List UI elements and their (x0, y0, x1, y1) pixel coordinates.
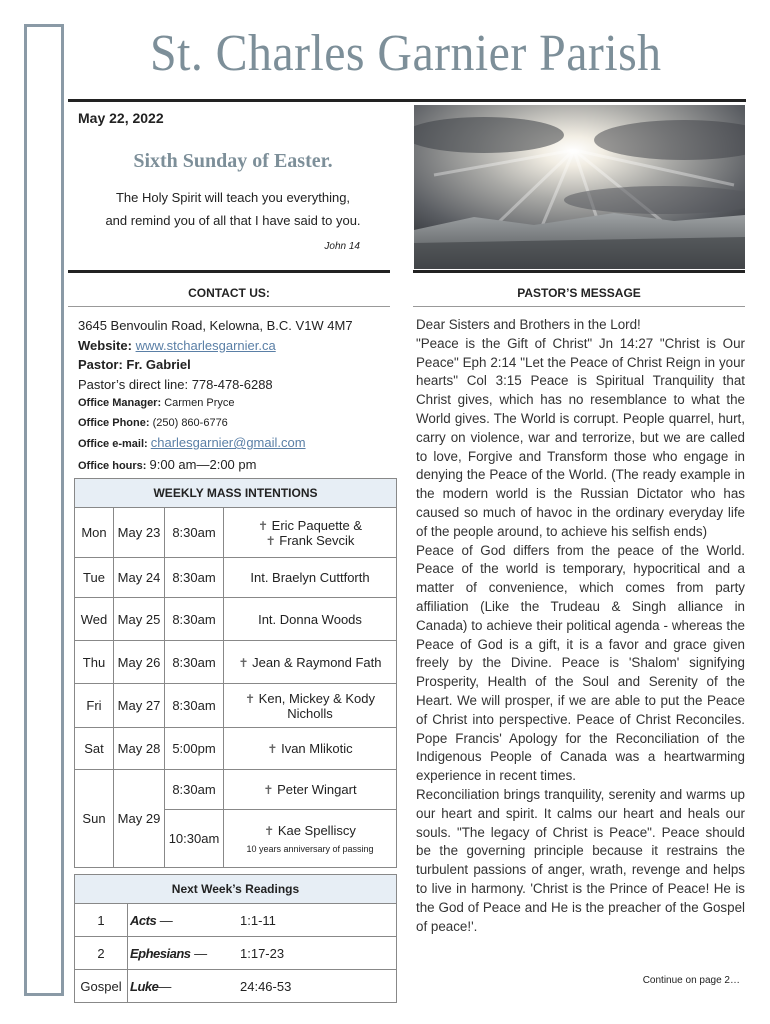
time-cell: 8:30am (165, 641, 224, 684)
reading-num: Gospel (75, 970, 128, 1003)
intention-text: Nicholls (287, 705, 333, 721)
reading-dash: — (156, 912, 173, 928)
day-cell: Fri (75, 684, 114, 728)
time-cell: 10:30am (165, 810, 224, 868)
intention-cell (224, 684, 397, 728)
cross-icon: ✝ (238, 655, 249, 670)
intention-cell: Int. Braelyn Cuttforth (224, 558, 397, 598)
website-label: Website: (78, 337, 132, 353)
day-cell: Wed (75, 598, 114, 641)
intention-cell (224, 508, 397, 558)
table-row (75, 970, 397, 1003)
intention-text: Peter Wingart (277, 782, 357, 797)
bulletin-date: May 22, 2022 (78, 110, 164, 126)
day-cell: Thu (75, 641, 114, 684)
hours-label: Office hours: (78, 459, 147, 472)
cross-icon: ✝ (264, 824, 275, 838)
table-row (75, 937, 397, 970)
time-cell: 8:30am (165, 684, 224, 728)
cross-icon: ✝ (267, 742, 278, 756)
cross-icon: ✝ (265, 533, 276, 548)
reading-num: 2 (75, 937, 128, 970)
day-cell: Sun (75, 770, 114, 868)
quote-line: The Holy Spirit will teach you everything, (115, 190, 351, 205)
section-rule (413, 270, 745, 273)
intention-cell: Int. Donna Woods (224, 598, 397, 641)
time-cell: 8:30am (165, 558, 224, 598)
phone-label: Office Phone: (78, 416, 150, 429)
intention-text: Kae Spelliscy (277, 823, 356, 838)
cross-icon: ✝ (263, 783, 274, 797)
divider (68, 306, 390, 307)
side-border (24, 24, 64, 996)
quote-citation: John 14 (324, 241, 360, 252)
continue-note: Continue on page 2… (642, 975, 740, 986)
table-row (75, 508, 397, 558)
quote-line: and remind you of all that I have said to you. (105, 213, 361, 228)
time-cell: 8:30am (165, 598, 224, 641)
direct-line: 778-478-6288 (191, 376, 273, 392)
table-row (75, 641, 397, 684)
day-cell: Sat (75, 728, 114, 770)
email-label: Office e-mail: (78, 438, 148, 450)
contact-heading: CONTACT US: (188, 286, 270, 300)
message-paragraph: Reconciliation brings tranquility, serenity and warms up our heart and spirit. It calms our heart and heals our souls. "The legacy of Christ is Peace". Peace should be the governing principle because it restrains the turbulent passions of anger, wrath, revenge and helps to live in harmony. 'Christ is the Prince of Peace! He is the God of Peace and He is the preacher of the Gospel of peace!'. (416, 786, 745, 934)
table-row (75, 904, 397, 937)
contact-info (78, 316, 398, 476)
readings-table (74, 874, 397, 1003)
date-cell: May 26 (114, 641, 165, 684)
reading-dash: — (158, 978, 172, 994)
header-rule (68, 99, 746, 102)
reading-book-cell (128, 904, 241, 937)
reading-book: Ephesians (130, 945, 191, 961)
time-cell: 5:00pm (165, 728, 224, 770)
scripture-quote (68, 186, 398, 232)
reading-dash: — (190, 945, 208, 961)
direct-line-label: Pastor’s direct line: (78, 376, 189, 392)
date-cell: May 28 (114, 728, 165, 770)
reading-ref: 24:46-53 (240, 970, 397, 1003)
intention-cell (224, 770, 397, 810)
reading-ref: 1:17-23 (240, 937, 397, 970)
sunday-title: Sixth Sunday of Easter. (133, 150, 333, 172)
office-hours: 9:00 am—2:00 pm (149, 456, 257, 472)
intention-text: Eric Paquette & (271, 517, 362, 533)
day-cell: Tue (75, 558, 114, 598)
sky-photo (414, 105, 745, 269)
reading-book: Acts (130, 912, 157, 928)
intention-text: Ivan Mlikotic (281, 741, 353, 756)
intention-text: Jean & Raymond Fath (252, 654, 382, 670)
table-heading: Next Week’s Readings (75, 875, 397, 904)
reading-num: 1 (75, 904, 128, 937)
pastor-message (416, 316, 745, 936)
manager-name: Carmen Pryce (164, 397, 235, 409)
cross-icon: ✝ (244, 691, 256, 706)
table-row (75, 558, 397, 598)
intention-text: Ken, Mickey & Kody (258, 690, 375, 706)
reading-ref: 1:1-11 (240, 904, 397, 937)
reading-book-cell (128, 937, 241, 970)
date-cell: May 25 (114, 598, 165, 641)
email-link[interactable]: charlesgarnier@gmail.com (150, 435, 306, 450)
intention-cell (224, 641, 397, 684)
date-cell: May 24 (114, 558, 165, 598)
date-cell: May 29 (114, 770, 165, 868)
pastor-name: Fr. Gabriel (126, 357, 191, 372)
divider (413, 306, 745, 307)
page-title: St. Charles Garnier Parish (150, 25, 662, 82)
cross-icon: ✝ (257, 518, 269, 533)
table-row (75, 684, 397, 728)
table-row (75, 598, 397, 641)
manager-label: Office Manager: (78, 397, 162, 409)
day-cell: Mon (75, 508, 114, 558)
reading-book: Luke (130, 978, 159, 994)
section-rule (68, 270, 390, 273)
intention-text: Frank Sevcik (279, 532, 355, 548)
intention-cell (224, 810, 397, 868)
intention-note: 10 years anniversary of passing (246, 844, 374, 854)
pastor-label: Pastor: (78, 357, 123, 372)
table-heading: WEEKLY MASS INTENTIONS (75, 479, 397, 508)
time-cell: 8:30am (165, 770, 224, 810)
message-paragraph: "Peace is the Gift of Christ" Jn 14:27 "Christ is Our Peace" Eph 2:14 "Let the Peace of Christ Reign in your hearts" Col 3:15 Peace is Spiritual Tranquility that Christ gives, which has no resemblance to what the World gives. The World is corrupt. People quarrel, hurt, carry on violence, war and terrorize, but we are called to love, Forgive and Transform those who engage in denying the Peace of the World. (The ready example in the modern world is the Russian Dictator who has caused so much of havoc in the ordinary everyday life of the people around, to achieve his selfish ends) (416, 335, 745, 539)
table-row (75, 770, 397, 810)
pastor-heading: PASTOR’S MESSAGE (517, 286, 641, 300)
time-cell: 8:30am (165, 508, 224, 558)
date-cell: May 27 (114, 684, 165, 728)
message-paragraph: Peace of God differs from the peace of the World. Peace of the world is temporary, hypocritical and a matter of convenience, which comes from party affiliation (Like the Trudeau & Singh alliance in Canada) to achieve their political agenda - whereas the Peace of God is a gift, it is a favor and grace given freely by the Divine. Peace is 'Shalom' signifying Prosperity, Health of the Soul and Serenity of the Heart. We will prosper, if we are able to put the Peace of Christ into perspective. Peace of Christ Reconciles. Pope Francis' Apology for the Reconciliation of the Indigenous People of Canada was a heartwarming experience in recent times. (416, 542, 745, 784)
date-cell: May 23 (114, 508, 165, 558)
intention-cell (224, 728, 397, 770)
reading-book-cell (128, 970, 241, 1003)
address: 3645 Benvoulin Road, Kelowna, B.C. V1W 4M7 (78, 318, 353, 333)
website-link[interactable]: www.stcharlesgarnier.ca (135, 337, 276, 353)
mass-intentions-table (74, 478, 397, 868)
message-paragraph: Dear Sisters and Brothers in the Lord! (416, 317, 641, 332)
office-phone: (250) 860-6776 (152, 416, 228, 429)
table-row (75, 728, 397, 770)
